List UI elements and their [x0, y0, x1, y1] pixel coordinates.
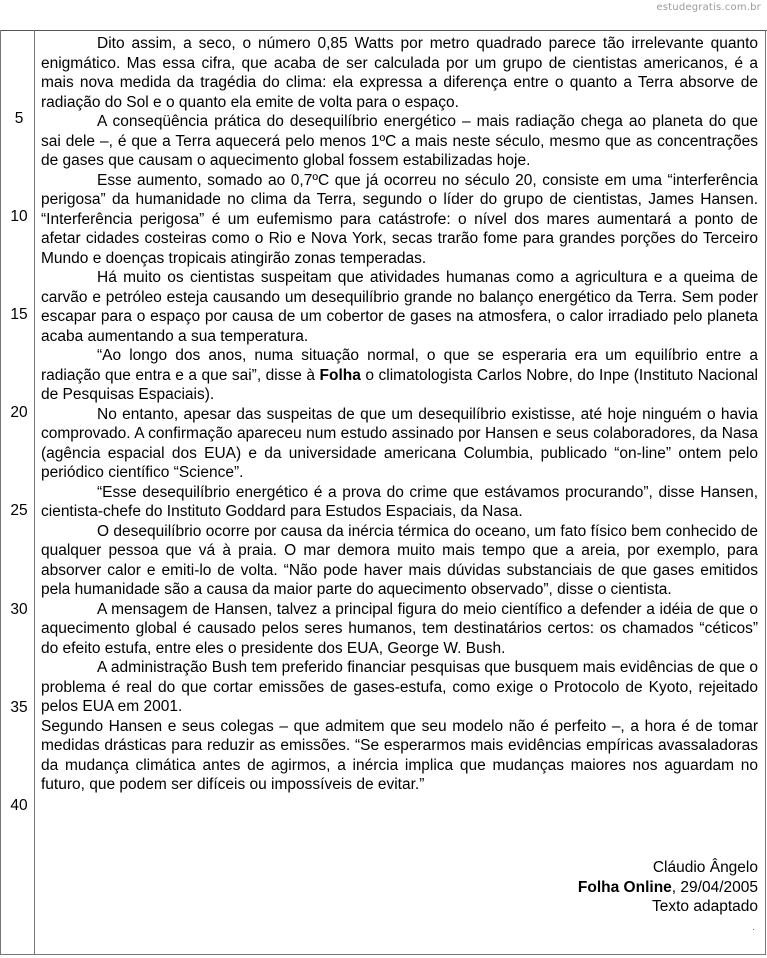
paragraph: O desequilíbrio ocorre por causa da inércia térmica do oceano, um fato físico bem conhecido de qualquer pessoa que vá à praia. O mar demora muito mais tempo que a areia, por exemplo, para absorver calor e emiti-lo de volta. “Não pode haver mais dúvidas substanciais de que gases emitidos pela humanidade são a causa da maior parte do aquecimento observado”, disse o cientista. [41, 522, 758, 598]
paragraph: “Esse desequilíbrio energético é a prova do crime que estávamos procurando”, disse Hansen, cientista-chefe do Instituto Goddard para Estudos Espaciais, da Nasa. [41, 483, 758, 520]
article-body [41, 34, 758, 795]
source-line [578, 878, 758, 898]
article-credits [578, 858, 758, 917]
line-number: 5 [14, 110, 24, 127]
paragraph: Há muito os cientistas suspeitam que atividades humanas como a agricultura e a queima de carvão e petróleo esteja causando um desequilíbrio grande no balanço energético da Terra. Sem poder escapar para o espaço por causa de um cobertor de gases na atmosfera, o calor irradiado pelo planeta acaba aumentando a sua temperatura. [41, 269, 758, 345]
line-number: 15 [10, 306, 28, 323]
source-date: , 29/04/2005 [671, 878, 758, 896]
paragraph: Dito assim, a seco, o número 0,85 Watts por metro quadrado parece tão irrelevante quanto enigmático. Mas essa cifra, que acaba de ser calculada por um grupo de cientistas americanos, é a mais nova medida da tragédia do clima: ela expressa a diferença entre o quanto a Terra absorve de radiação do Sol e o quanto ela emite de volta para o espaço. [41, 35, 758, 111]
line-number: 25 [10, 502, 28, 519]
paragraph-text: “Ao longo dos anos, numa situação normal, o que se esperaria era um equilíbrio entre a radiação que entra e a que sai”, disse à [41, 347, 758, 384]
paragraph: A administração Bush tem preferido financiar pesquisas que busquem mais evidências de que o problema é real do que cortar emissões de gases-estufa, como exige o Protocolo de Kyoto, rejeitado pelos EUA em 2001. [41, 659, 758, 715]
line-number: 20 [10, 404, 28, 421]
line-number: 30 [10, 601, 28, 618]
paragraph: No entanto, apesar das suspeitas de que um desequilíbrio existisse, até hoje ninguém o havia comprovado. A confirmação apareceu num estudo assinado por Hansen e seus colaboradores, da Nasa (agência espacial dos EUA) e da universidade americana Columbia, publicado “on-line” ontem pelo periódico científico “Science”. [41, 405, 758, 481]
paragraph: A mensagem de Hansen, talvez a principal figura do meio científico a defender a idéia de que o aquecimento global é causado pelos seres humanos, tem destinatários certos: os chamados “céticos” do efeito estufa, entre eles o presidente dos EUA, George W. Bush. [41, 600, 758, 657]
end-mark: . [752, 922, 755, 933]
site-watermark: estudegratis.com.br [656, 2, 761, 13]
paragraph: A conseqüência prática do desequilíbrio energético – mais radiação chega ao planeta do que sai dele –, é que a Terra aquecerá pelo menos 1ºC a mais neste século, mesmo que as concentrações de gases que causam o aquecimento global fossem estabilizadas hoje. [41, 113, 758, 169]
line-number: 10 [10, 208, 28, 225]
author-name: Cláudio Ângelo [652, 859, 758, 876]
paragraph: Segundo Hansen e seus colegas – que admitem que seu modelo não é perfeito –, a hora é de tomar medidas drásticas para reduzir as emissões. “Se esperarmos mais evidências empíricas avassaladoras da mudança climática antes de agirmos, a inércia implica que mudanças maiores nos aguardam no futuro, que podem ser difíceis ou impossíveis de evitar.” [41, 717, 758, 793]
line-number-gutter [0, 30, 35, 955]
paragraph [41, 346, 758, 405]
source-name: Folha Online [577, 878, 672, 896]
line-number: 35 [10, 699, 28, 716]
newspaper-name: Folha [319, 366, 361, 384]
adaptation-note: Texto adaptado [651, 898, 758, 915]
paragraph-text: o climatologista Carlos Nobre, do Inpe (Instituto Nacional de Pesquisas Espaciais). [41, 366, 759, 403]
line-number: 40 [10, 797, 28, 814]
paragraph: Esse aumento, somado ao 0,7ºC que já ocorreu no século 20, consiste em uma “interferência perigosa” da humanidade no clima da Terra, segundo o líder do grupo de cientistas, James Hansen. “Interferência perigosa” é um eufemismo para catástrofe: o nível dos mares aumentará a ponto de afetar cidades costeiras como o Rio e Nova York, secas trarão fome para grandes porções do Terceiro Mundo e doenças tropicais atingirão zonas temperadas. [41, 171, 758, 267]
